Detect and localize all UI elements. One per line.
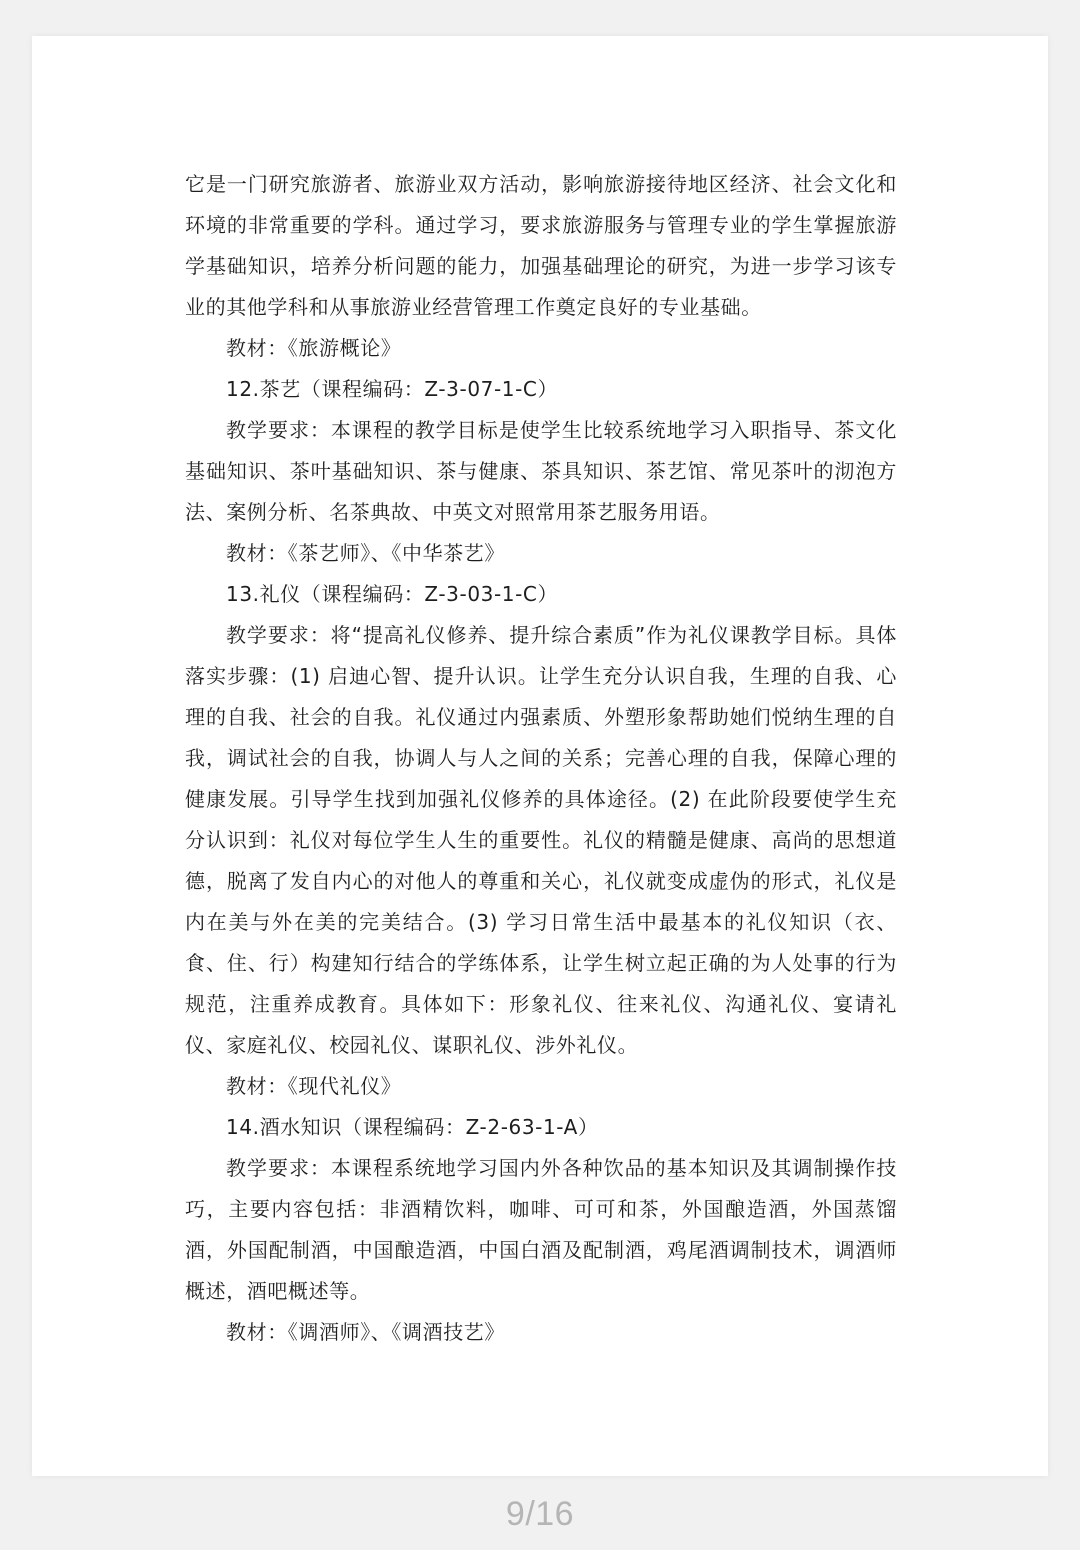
course-heading-14: 14.酒水知识（课程编码：Z-2-63-1-A） (226, 1115, 599, 1139)
textbook-line-13: 教材：《现代礼仪》 (226, 1074, 402, 1098)
document-page (32, 36, 1048, 1476)
course-requirements-14: 教学要求：本课程系统地学习国内外各种饮品的基本知识及其调制操作技巧，主要内容包括：非酒精饮料，咖啡、可可和茶，外国酿造酒，外国蒸馏酒，外国配制酒，中国酿造酒，中国白酒及配制酒，鸡尾酒调制技术，调酒师概述，酒吧概述等。 (185, 1156, 897, 1303)
page-body (185, 164, 897, 1353)
textbook-line-12: 教材：《茶艺师》、《中华茶艺》 (226, 541, 505, 565)
course-requirements-12: 教学要求：本课程的教学目标是使学生比较系统地学习入职指导、茶文化基础知识、茶叶基础知识、茶与健康、茶具知识、茶艺馆、常见茶叶的沏泡方法、案例分析、名茶典故、中英文对照常用茶艺服务用语。 (185, 418, 897, 524)
textbook-line-11: 教材：《旅游概论》 (226, 336, 402, 360)
paragraph-intro-continuation: 它是一门研究旅游者、旅游业双方活动，影响旅游接待地区经济、社会文化和环境的非常重要的学科。通过学习，要求旅游服务与管理专业的学生掌握旅游学基础知识，培养分析问题的能力，加强基础理论的研究，为进一步学习该专业的其他学科和从事旅游业经营管理工作奠定良好的专业基础。 (185, 172, 897, 319)
page-number: 9/16 (505, 1495, 575, 1533)
textbook-line-14: 教材：《调酒师》、《调酒技艺》 (226, 1320, 505, 1344)
course-heading-12: 12.茶艺（课程编码：Z-3-07-1-C） (226, 377, 559, 401)
course-requirements-13: 教学要求：将“提高礼仪修养、提升综合素质”作为礼仪课教学目标。具体落实步骤：(1) 启迪心智、提升认识。让学生充分认识自我，生理的自我、心理的自我、社会的自我。礼仪通过内强素质、外塑形象帮助她们悦纳生理的自我，调试社会的自我，协调人与人之间的关系；完善心理的自我，保障心理的健康发展。引导学生找到加强礼仪修养的具体途径。(2) 在此阶段要使学生充分认识到：礼仪对每位学生人生的重要性。礼仪的精髓是健康、高尚的思想道德，脱离了发自内心的对他人的尊重和关心，礼仪就变成虚伪的形式，礼仪是内在美与外在美的完美结合。(3) 学习日常生活中最基本的礼仪知识（衣、食、住、行）构建知行结合的学练体系，让学生树立起正确的为人处事的行为规范，注重养成教育。具体如下：形象礼仪、往来礼仪、沟通礼仪、宴请礼仪、家庭礼仪、校园礼仪、谋职礼仪、涉外礼仪。 (185, 623, 897, 1057)
course-heading-13: 13.礼仪（课程编码：Z-3-03-1-C） (226, 582, 559, 606)
